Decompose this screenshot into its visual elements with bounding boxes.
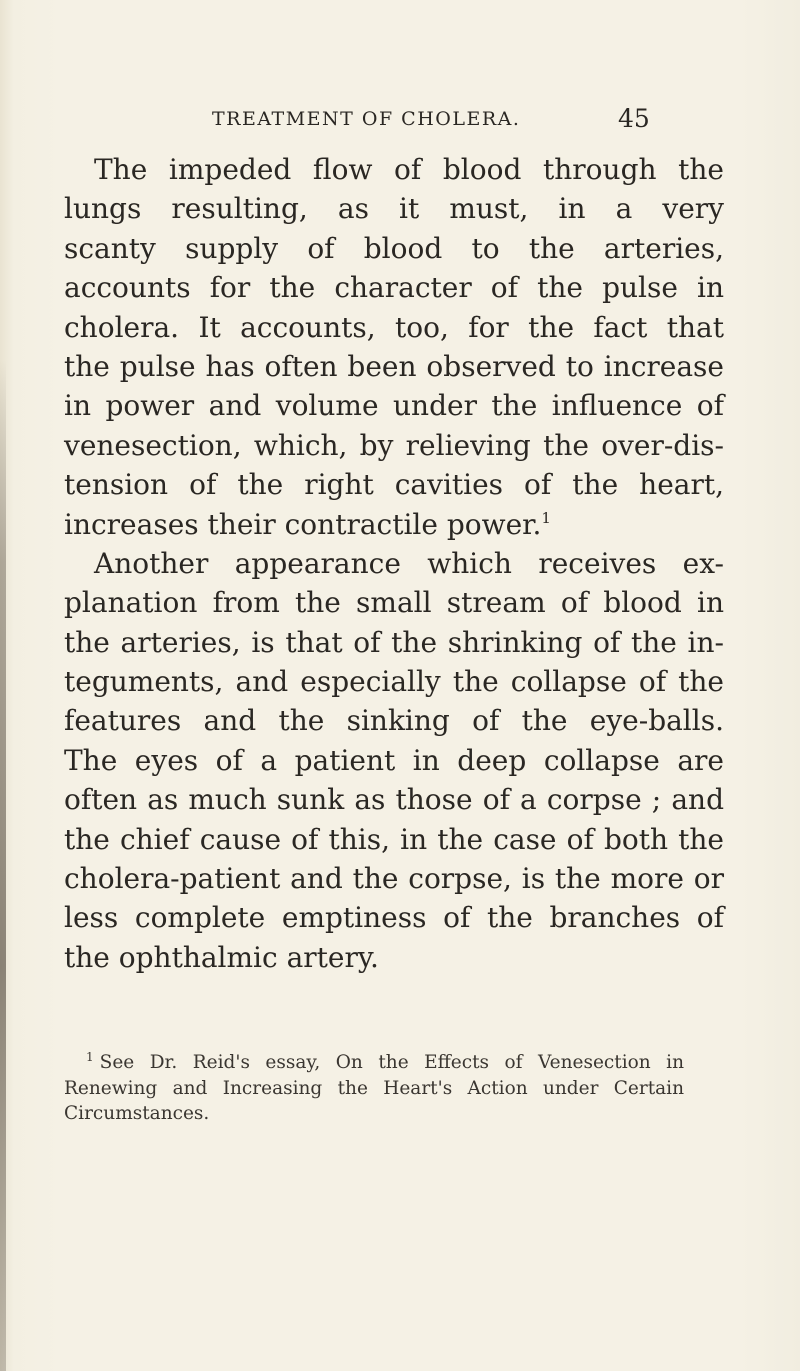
- footnote-reference: 1: [541, 508, 551, 527]
- text-line: often as much sunk as those of a corpse ; and: [64, 783, 724, 817]
- text-line: Another appearance which receives ex-: [94, 546, 724, 580]
- text-line: The impeded flow of blood through the: [94, 153, 724, 186]
- body-text: [64, 150, 724, 977]
- text-line: the pulse has often been observed to increase: [64, 349, 724, 383]
- text-line: tension of the right cavities of the heart,: [64, 468, 724, 502]
- text-line: features and the sinking of the eye-balls.: [64, 704, 724, 738]
- text-line-with-footnote: [64, 505, 724, 544]
- text-line: teguments, and especially the collapse of the: [64, 665, 724, 699]
- footnote-line: [64, 1050, 684, 1076]
- page-number: 45: [618, 104, 650, 133]
- text-line: cholera-patient and the corpse, is the more or: [64, 862, 724, 896]
- text-line: less complete emptiness of the branches of: [64, 901, 724, 935]
- footnote-line-content: See Dr. Reid's essay, On the Effects of Venesection in: [99, 1052, 684, 1073]
- text-line: planation from the small stream of blood in: [64, 586, 724, 620]
- footnote-line: Circumstances.: [64, 1103, 210, 1124]
- text-line: The eyes of a patient in deep collapse are: [64, 743, 724, 777]
- text-line: lungs resulting, as it must, in a very: [64, 192, 724, 226]
- text-line-content: increases their contractile power.: [64, 507, 542, 541]
- text-line: accounts for the character of the pulse in: [64, 271, 724, 305]
- text-line: venesection, which, by relieving the over-dis-: [64, 428, 724, 462]
- footnote-line: Renewing and Increasing the Heart's Action under Certain: [64, 1077, 684, 1099]
- text-line: the ophthalmic artery.: [64, 940, 379, 974]
- footnote: [64, 1050, 684, 1127]
- text-line: the arteries, is that of the shrinking of the in-: [64, 625, 724, 659]
- text-line: cholera. It accounts, too, for the fact that: [64, 310, 724, 344]
- text-line: scanty supply of blood to the arteries,: [64, 231, 724, 265]
- footnote-marker: 1: [86, 1050, 94, 1064]
- text-line: in power and volume under the influence of: [64, 389, 724, 423]
- page-header: [0, 104, 800, 138]
- running-head: TREATMENT OF CHOLERA.: [212, 108, 521, 130]
- page-gutter-shadow: [0, 360, 6, 1371]
- text-line: the chief cause of this, in the case of both the: [64, 822, 724, 856]
